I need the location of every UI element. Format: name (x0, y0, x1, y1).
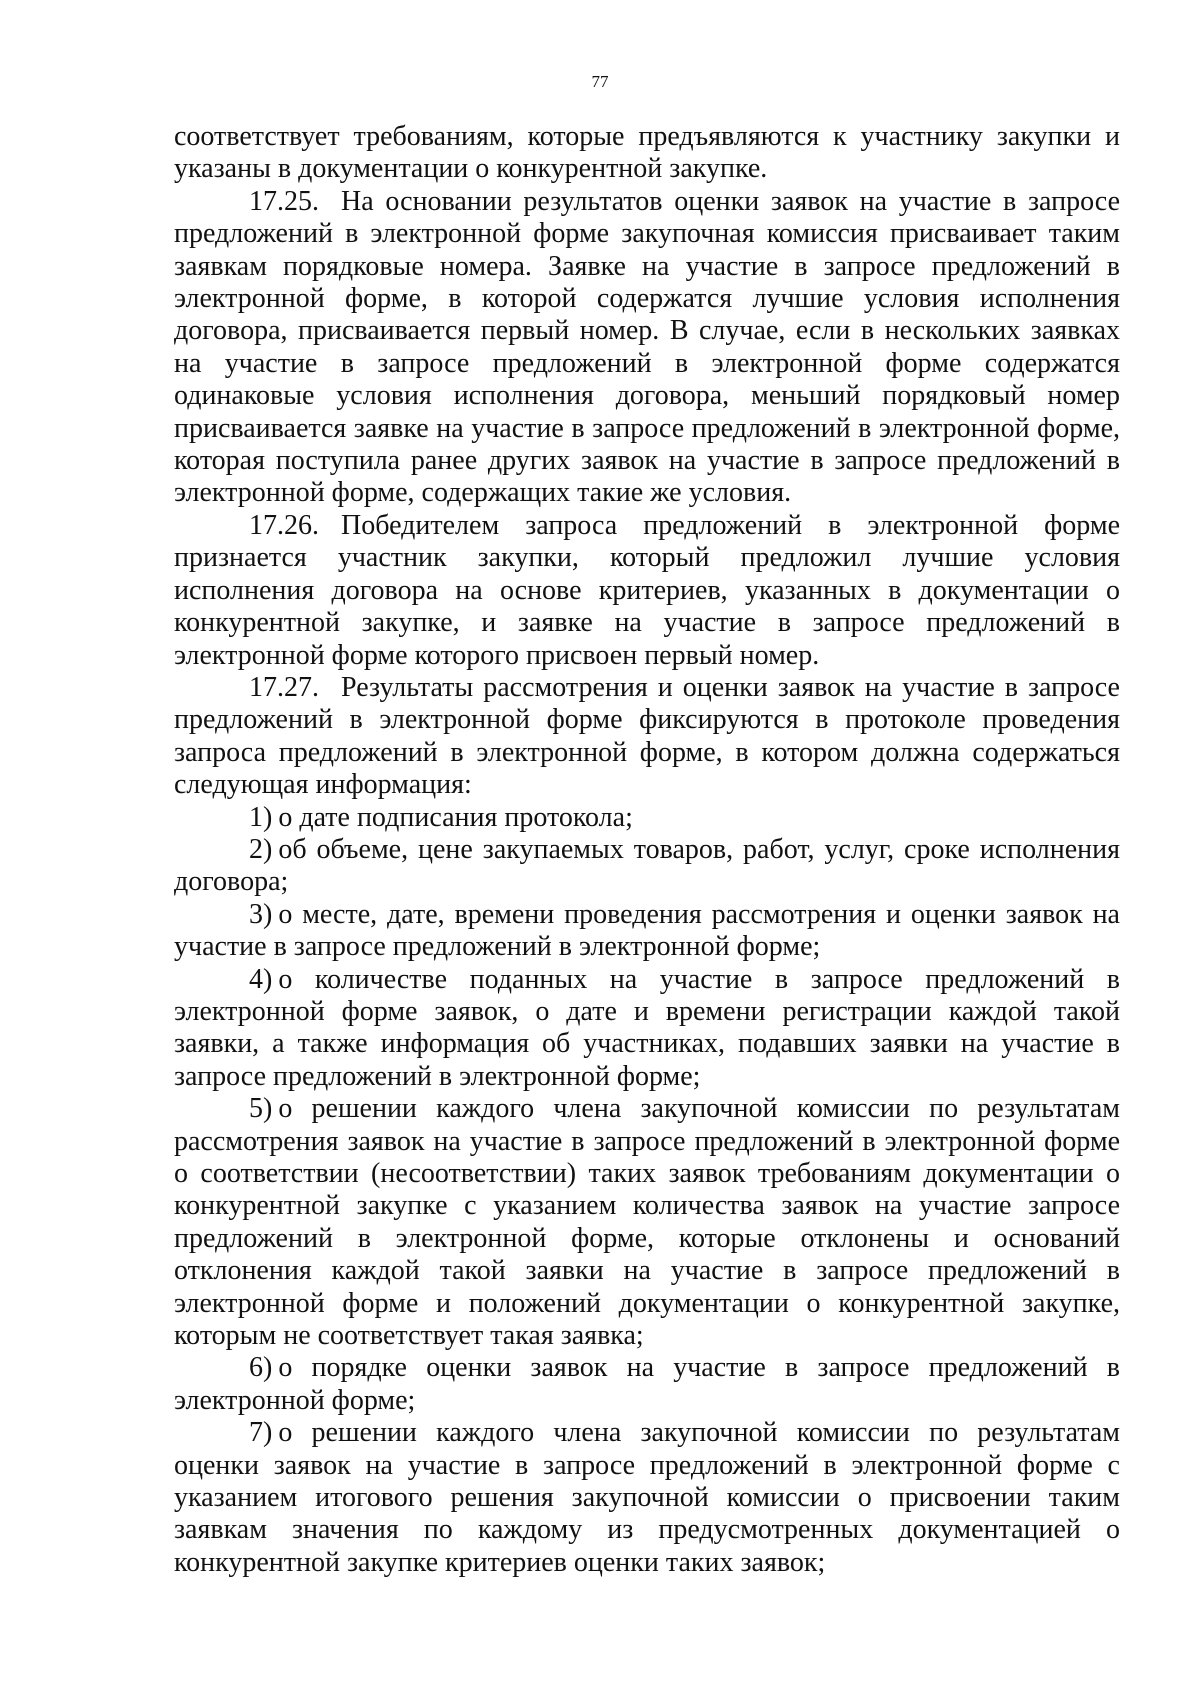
list-item-number: 2) (249, 833, 273, 865)
list-item-text: о решении каждого члена закупочной комиссии по результатам рассмотрения заявок на участие в запросе предложений в электронной форме о соответствии (несоответствии) таких заявок требованиям документации о конкурентной закупке с указанием количества заявок на участие запросе предложений в электронной форме, которые отклонены и оснований отклонения каждой такой заявки на участие в запросе предложений в электронной форме и положений документации о конкурентной закупке, которым не соответствует такая заявка; (174, 1093, 1120, 1352)
list-item-2 (174, 834, 1120, 899)
list-item-text: о дате подписания протокола; (278, 801, 633, 833)
clause-text: Результаты рассмотрения и оценки заявок на участие в запросе предложений в электронной форме фиксируются в протоколе проведения запроса предложений в электронной форме, в котором должна содержаться следующая информация: (174, 671, 1120, 801)
clause-number: 17.27. (249, 671, 319, 703)
list-item-1 (174, 802, 1120, 834)
list-item-text: о месте, дате, времени проведения рассмотрения и оценки заявок на участие в запросе предложений в электронной форме; (174, 898, 1120, 963)
clause-17-26 (174, 510, 1120, 672)
clause-17-27 (174, 672, 1120, 802)
list-item-7 (174, 1417, 1120, 1579)
list-item-number: 1) (249, 801, 273, 833)
clause-17-25 (174, 186, 1120, 510)
list-item-number: 6) (249, 1352, 273, 1384)
list-item-text: об объеме, цене закупаемых товаров, работ, услуг, сроке исполнения договора; (174, 833, 1120, 898)
list-item-4 (174, 964, 1120, 1094)
list-item-text: о порядке оценки заявок на участие в запросе предложений в электронной форме; (174, 1352, 1120, 1416)
list-item-5 (174, 1093, 1120, 1352)
paragraph-text: соответствует требованиям, которые предъявляются к участнику закупки и указаны в документации о конкурентной закупке. (174, 121, 1120, 185)
clause-number: 17.26. (249, 509, 319, 541)
clause-number: 17.25. (249, 185, 319, 217)
list-item-number: 5) (249, 1093, 273, 1125)
list-item-number: 3) (249, 898, 273, 930)
list-item-number: 4) (249, 963, 273, 995)
list-item-6 (174, 1352, 1120, 1417)
list-item-3 (174, 899, 1120, 964)
page-number: 77 (591, 72, 609, 91)
list-item-number: 7) (249, 1417, 273, 1449)
clause-text: Победителем запроса предложений в электронной форме признается участник закупки, который предложил лучшие условия исполнения договора на основе критериев, указанных в документации о конкурентной закупке, и заявке на участие в запросе предложений в электронной форме которого присвоен первый номер. (174, 509, 1120, 671)
document-body (174, 121, 1120, 1579)
paragraph-continuation (174, 121, 1120, 186)
list-item-text: о количестве поданных на участие в запросе предложений в электронной форме заявок, о дате и времени регистрации каждой такой заявки, а также информация об участниках, подавших заявки на участие в запросе предложений в электронной форме; (174, 963, 1120, 1092)
list-item-text: о решении каждого члена закупочной комиссии по результатам оценки заявок на участие в запросе предложений в электронной форме с указанием итогового решения закупочной комиссии о присвоении таким заявкам значения по каждому из предусмотренных документацией о конкурентной закупке критериев оценки таких заявок; (174, 1417, 1120, 1578)
clause-text: На основании результатов оценки заявок на участие в запросе предложений в электронной форме закупочная комиссия присваивает таким заявкам порядковые номера. Заявке на участие в запросе предложений в электронной форме, в которой содержатся лучшие условия исполнения договора, присваивается первый номер. В случае, если в нескольких заявках на участие в запросе предложений в электронной форме содержатся одинаковые условия исполнения договора, меньший порядковый номер присваивается заявке на участие в запросе предложений в электронной форме, которая поступила ранее других заявок на участие в запросе предложений в электронной форме, содержащих такие же условия. (174, 185, 1120, 509)
